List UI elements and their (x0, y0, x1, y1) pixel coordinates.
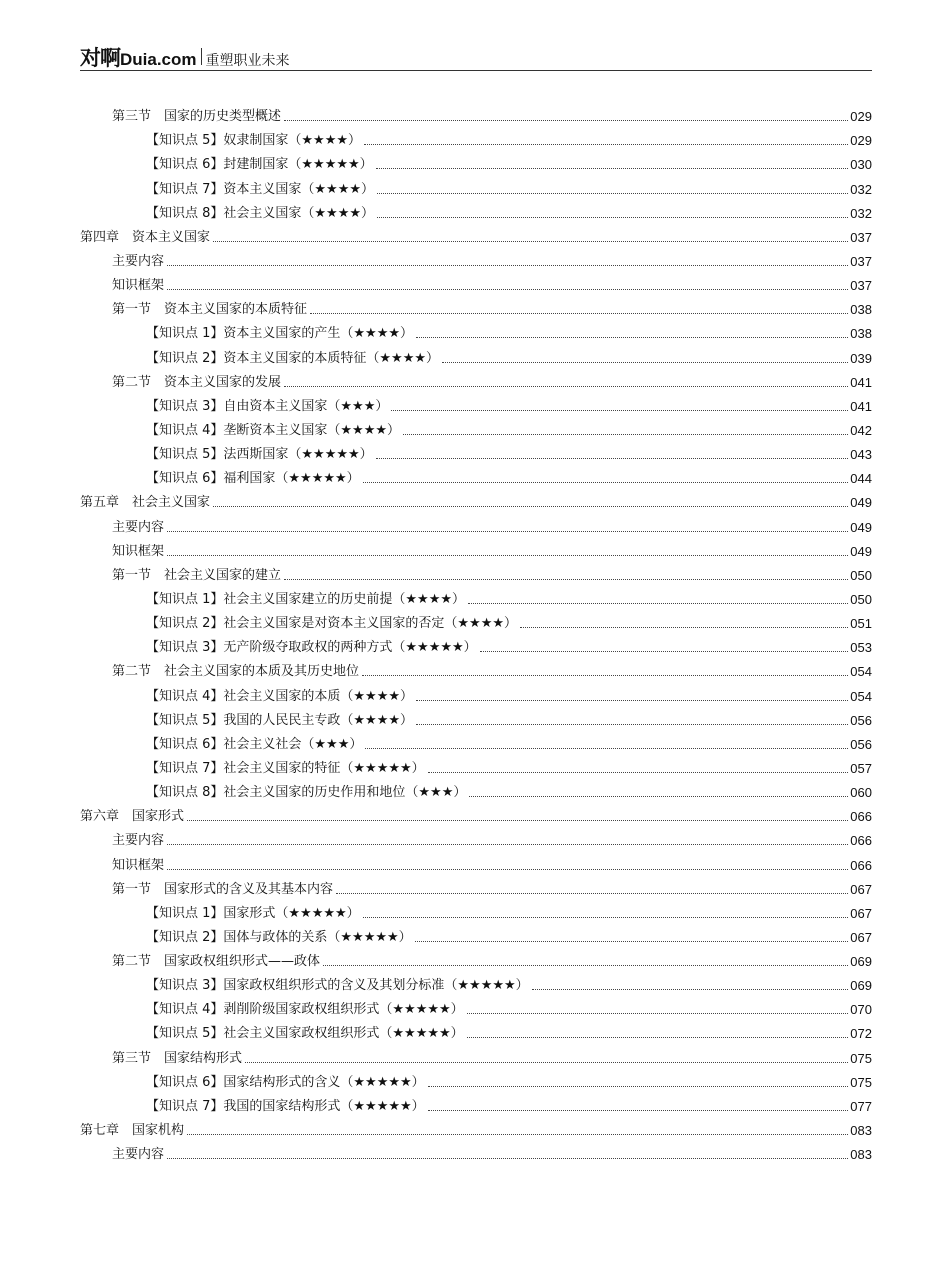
toc-page-number: 075 (850, 1050, 872, 1066)
toc-dot-leader (403, 434, 848, 435)
toc-knowledge-point-entry[interactable] (80, 705, 872, 729)
toc-page-number: 043 (850, 447, 872, 463)
toc-section-entry[interactable] (80, 849, 872, 873)
page-header (80, 40, 872, 71)
toc-page-number: 083 (850, 1147, 872, 1163)
toc-knowledge-point-entry[interactable] (80, 608, 872, 632)
toc-page-number: 069 (850, 978, 872, 994)
toc-dot-leader (428, 1110, 849, 1111)
toc-entry-title: 【知识点 2】资本主义国家的本质特征（★★★★） (146, 350, 440, 366)
header-slogan: 重塑职业未来 (205, 53, 290, 69)
toc-page-number: 066 (850, 857, 872, 873)
toc-entry-title: 【知识点 5】奴隶制国家（★★★★） (146, 133, 362, 149)
toc-knowledge-point-entry[interactable] (80, 584, 872, 608)
toc-page-number: 050 (850, 591, 872, 607)
toc-dot-leader (468, 603, 848, 604)
toc-dot-leader (376, 458, 849, 459)
toc-entry-title: 第一节 国家形式的含义及其基本内容 (112, 881, 334, 897)
toc-dot-leader (213, 241, 848, 242)
toc-section-entry[interactable] (80, 874, 872, 898)
toc-dot-leader (363, 917, 849, 918)
toc-page-number: 054 (850, 664, 872, 680)
toc-dot-leader (187, 1134, 848, 1135)
toc-dot-leader (284, 386, 848, 387)
toc-dot-leader (391, 410, 848, 411)
toc-page-number: 029 (850, 133, 872, 149)
toc-page-number: 044 (850, 471, 872, 487)
toc-knowledge-point-entry[interactable] (80, 777, 872, 801)
toc-page-number: 057 (850, 760, 872, 776)
toc-section-entry[interactable] (80, 511, 872, 535)
toc-section-entry[interactable] (80, 1042, 872, 1066)
toc-entry-title: 【知识点 1】社会主义国家建立的历史前提（★★★★） (146, 591, 466, 607)
toc-entry-title: 知识框架 (112, 857, 165, 873)
toc-dot-leader (480, 651, 849, 652)
logo-chinese-text: 对啊 (80, 46, 120, 70)
toc-dot-leader (167, 555, 848, 556)
logo-domain-text: Duia.com (120, 50, 197, 69)
toc-dot-leader (415, 941, 849, 942)
toc-entry-title: 【知识点 6】福利国家（★★★★★） (146, 471, 360, 487)
toc-entry-title: 第一节 社会主义国家的建立 (112, 567, 282, 583)
toc-page-number: 056 (850, 712, 872, 728)
toc-dot-leader (467, 1037, 849, 1038)
toc-entry-title: 【知识点 4】社会主义国家的本质（★★★★） (146, 688, 414, 704)
toc-section-entry[interactable] (80, 656, 872, 680)
toc-dot-leader (167, 265, 848, 266)
toc-dot-leader (362, 675, 848, 676)
toc-entry-title: 主要内容 (112, 833, 165, 849)
toc-dot-leader (284, 120, 848, 121)
toc-page-number: 037 (850, 253, 872, 269)
toc-knowledge-point-entry[interactable] (80, 994, 872, 1018)
toc-knowledge-point-entry[interactable] (80, 1067, 872, 1091)
toc-entry-title: 【知识点 8】社会主义国家的历史作用和地位（★★★） (146, 785, 467, 801)
toc-page-number: 067 (850, 905, 872, 921)
toc-page-number: 075 (850, 1074, 872, 1090)
toc-dot-leader (284, 579, 848, 580)
toc-page-number: 051 (850, 616, 872, 632)
toc-dot-leader (213, 506, 848, 507)
toc-section-entry[interactable] (80, 270, 872, 294)
toc-page-number: 072 (850, 1026, 872, 1042)
toc-entry-title: 【知识点 6】社会主义社会（★★★） (146, 736, 363, 752)
toc-page-number: 030 (850, 157, 872, 173)
toc-knowledge-point-entry[interactable] (80, 922, 872, 946)
toc-entry-title: 第五章 社会主义国家 (80, 495, 211, 511)
toc-page-number: 032 (850, 181, 872, 197)
toc-page-number: 053 (850, 640, 872, 656)
toc-page-number: 077 (850, 1098, 872, 1114)
toc-entry-title: 知识框架 (112, 543, 165, 559)
toc-page-number: 049 (850, 543, 872, 559)
toc-knowledge-point-entry[interactable] (80, 125, 872, 149)
toc-page-number: 042 (850, 422, 872, 438)
toc-dot-leader (245, 1062, 848, 1063)
toc-entry-title: 主要内容 (112, 1147, 165, 1163)
toc-knowledge-point-entry[interactable] (80, 898, 872, 922)
toc-entry-title: 第一节 资本主义国家的本质特征 (112, 302, 308, 318)
table-of-contents (80, 101, 872, 1163)
toc-entry-title: 第六章 国家形式 (80, 809, 185, 825)
toc-dot-leader (167, 844, 848, 845)
toc-entry-title: 第二节 资本主义国家的发展 (112, 374, 282, 390)
toc-chapter-entry[interactable] (80, 801, 872, 825)
toc-knowledge-point-entry[interactable] (80, 1091, 872, 1115)
toc-entry-title: 【知识点 3】无产阶级夺取政权的两种方式（★★★★★） (146, 640, 477, 656)
toc-page-number: 054 (850, 688, 872, 704)
toc-knowledge-point-entry[interactable] (80, 173, 872, 197)
toc-entry-title: 第三节 国家结构形式 (112, 1050, 243, 1066)
toc-dot-leader (364, 144, 848, 145)
logo-divider (201, 48, 202, 65)
duia-logo (80, 42, 290, 72)
toc-dot-leader (416, 700, 848, 701)
toc-entry-title: 知识框架 (112, 278, 165, 294)
toc-page-number: 067 (850, 881, 872, 897)
toc-entry-title: 【知识点 6】封建制国家（★★★★★） (146, 157, 373, 173)
toc-page-number: 037 (850, 278, 872, 294)
toc-page-number: 038 (850, 326, 872, 342)
toc-page-number: 049 (850, 519, 872, 535)
toc-dot-leader (469, 796, 848, 797)
toc-section-entry[interactable] (80, 294, 872, 318)
toc-knowledge-point-entry[interactable] (80, 415, 872, 439)
toc-dot-leader (416, 724, 848, 725)
toc-entry-title: 【知识点 1】国家形式（★★★★★） (146, 905, 360, 921)
toc-knowledge-point-entry[interactable] (80, 318, 872, 342)
toc-entry-title: 主要内容 (112, 519, 165, 535)
toc-dot-leader (467, 1013, 849, 1014)
toc-page-number: 050 (850, 567, 872, 583)
toc-page-number: 041 (850, 374, 872, 390)
toc-dot-leader (520, 627, 848, 628)
toc-page-number: 041 (850, 398, 872, 414)
toc-entry-title: 【知识点 8】社会主义国家（★★★★） (146, 205, 375, 221)
toc-dot-leader (442, 362, 848, 363)
toc-entry-title: 主要内容 (112, 253, 165, 269)
toc-dot-leader (532, 989, 849, 990)
toc-entry-title: 【知识点 2】国体与政体的关系（★★★★★） (146, 929, 412, 945)
toc-entry-title: 第二节 社会主义国家的本质及其历史地位 (112, 664, 360, 680)
toc-page-number: 039 (850, 350, 872, 366)
toc-knowledge-point-entry[interactable] (80, 463, 872, 487)
toc-dot-leader (365, 748, 848, 749)
toc-section-entry[interactable] (80, 536, 872, 560)
toc-page-number: 056 (850, 736, 872, 752)
toc-entry-title: 【知识点 5】我国的人民民主专政（★★★★） (146, 712, 414, 728)
toc-entry-title: 【知识点 5】社会主义国家政权组织形式（★★★★★） (146, 1026, 464, 1042)
toc-page-number: 066 (850, 809, 872, 825)
toc-page-number: 069 (850, 954, 872, 970)
toc-entry-title: 【知识点 3】自由资本主义国家（★★★） (146, 398, 389, 414)
toc-dot-leader (376, 168, 849, 169)
toc-chapter-entry[interactable] (80, 1115, 872, 1139)
toc-chapter-entry[interactable] (80, 222, 872, 246)
toc-section-entry[interactable] (80, 946, 872, 970)
toc-knowledge-point-entry[interactable] (80, 198, 872, 222)
toc-dot-leader (167, 289, 848, 290)
toc-entry-title: 【知识点 4】剥削阶级国家政权组织形式（★★★★★） (146, 1002, 464, 1018)
toc-page-number: 049 (850, 495, 872, 511)
toc-section-entry[interactable] (80, 560, 872, 584)
toc-dot-leader (167, 531, 848, 532)
toc-page-number: 038 (850, 302, 872, 318)
toc-dot-leader (363, 482, 849, 483)
toc-knowledge-point-entry[interactable] (80, 342, 872, 366)
toc-entry-title: 【知识点 7】社会主义国家的特征（★★★★★） (146, 760, 425, 776)
toc-entry-title: 第四章 资本主义国家 (80, 229, 211, 245)
toc-page-number: 029 (850, 109, 872, 125)
toc-page-number: 083 (850, 1123, 872, 1139)
toc-knowledge-point-entry[interactable] (80, 680, 872, 704)
toc-entry-title: 第三节 国家的历史类型概述 (112, 109, 282, 125)
toc-dot-leader (167, 869, 848, 870)
toc-entry-title: 第二节 国家政权组织形式——政体 (112, 954, 321, 970)
toc-dot-leader (416, 337, 848, 338)
toc-knowledge-point-entry[interactable] (80, 391, 872, 415)
toc-dot-leader (323, 965, 848, 966)
toc-entry-title: 【知识点 4】垄断资本主义国家（★★★★） (146, 422, 401, 438)
toc-dot-leader (377, 193, 848, 194)
toc-entry-title: 【知识点 2】社会主义国家是对资本主义国家的否定（★★★★） (146, 616, 518, 632)
toc-dot-leader (336, 893, 848, 894)
toc-entry-title: 【知识点 6】国家结构形式的含义（★★★★★） (146, 1074, 425, 1090)
toc-chapter-entry[interactable] (80, 487, 872, 511)
toc-entry-title: 【知识点 7】资本主义国家（★★★★） (146, 181, 375, 197)
toc-dot-leader (167, 1158, 848, 1159)
toc-knowledge-point-entry[interactable] (80, 753, 872, 777)
toc-entry-title: 【知识点 5】法西斯国家（★★★★★） (146, 447, 373, 463)
toc-entry-title: 【知识点 7】我国的国家结构形式（★★★★★） (146, 1098, 425, 1114)
toc-dot-leader (428, 1086, 849, 1087)
toc-entry-title: 【知识点 3】国家政权组织形式的含义及其划分标准（★★★★★） (146, 978, 529, 994)
toc-page-number: 060 (850, 785, 872, 801)
toc-page-number: 032 (850, 205, 872, 221)
toc-section-entry[interactable] (80, 1139, 872, 1163)
toc-dot-leader (377, 217, 848, 218)
toc-entry-title: 【知识点 1】资本主义国家的产生（★★★★） (146, 326, 414, 342)
toc-knowledge-point-entry[interactable] (80, 439, 872, 463)
toc-dot-leader (187, 820, 848, 821)
toc-page-number: 067 (850, 929, 872, 945)
toc-section-entry[interactable] (80, 367, 872, 391)
toc-knowledge-point-entry[interactable] (80, 1018, 872, 1042)
toc-page-number: 037 (850, 229, 872, 245)
toc-page-number: 066 (850, 833, 872, 849)
toc-knowledge-point-entry[interactable] (80, 632, 872, 656)
toc-section-entry[interactable] (80, 825, 872, 849)
toc-knowledge-point-entry[interactable] (80, 729, 872, 753)
toc-page-number: 070 (850, 1002, 872, 1018)
toc-knowledge-point-entry[interactable] (80, 149, 872, 173)
toc-knowledge-point-entry[interactable] (80, 970, 872, 994)
toc-dot-leader (428, 772, 849, 773)
toc-section-entry[interactable] (80, 246, 872, 270)
toc-dot-leader (310, 313, 848, 314)
toc-section-entry[interactable] (80, 101, 872, 125)
toc-entry-title: 第七章 国家机构 (80, 1123, 185, 1139)
